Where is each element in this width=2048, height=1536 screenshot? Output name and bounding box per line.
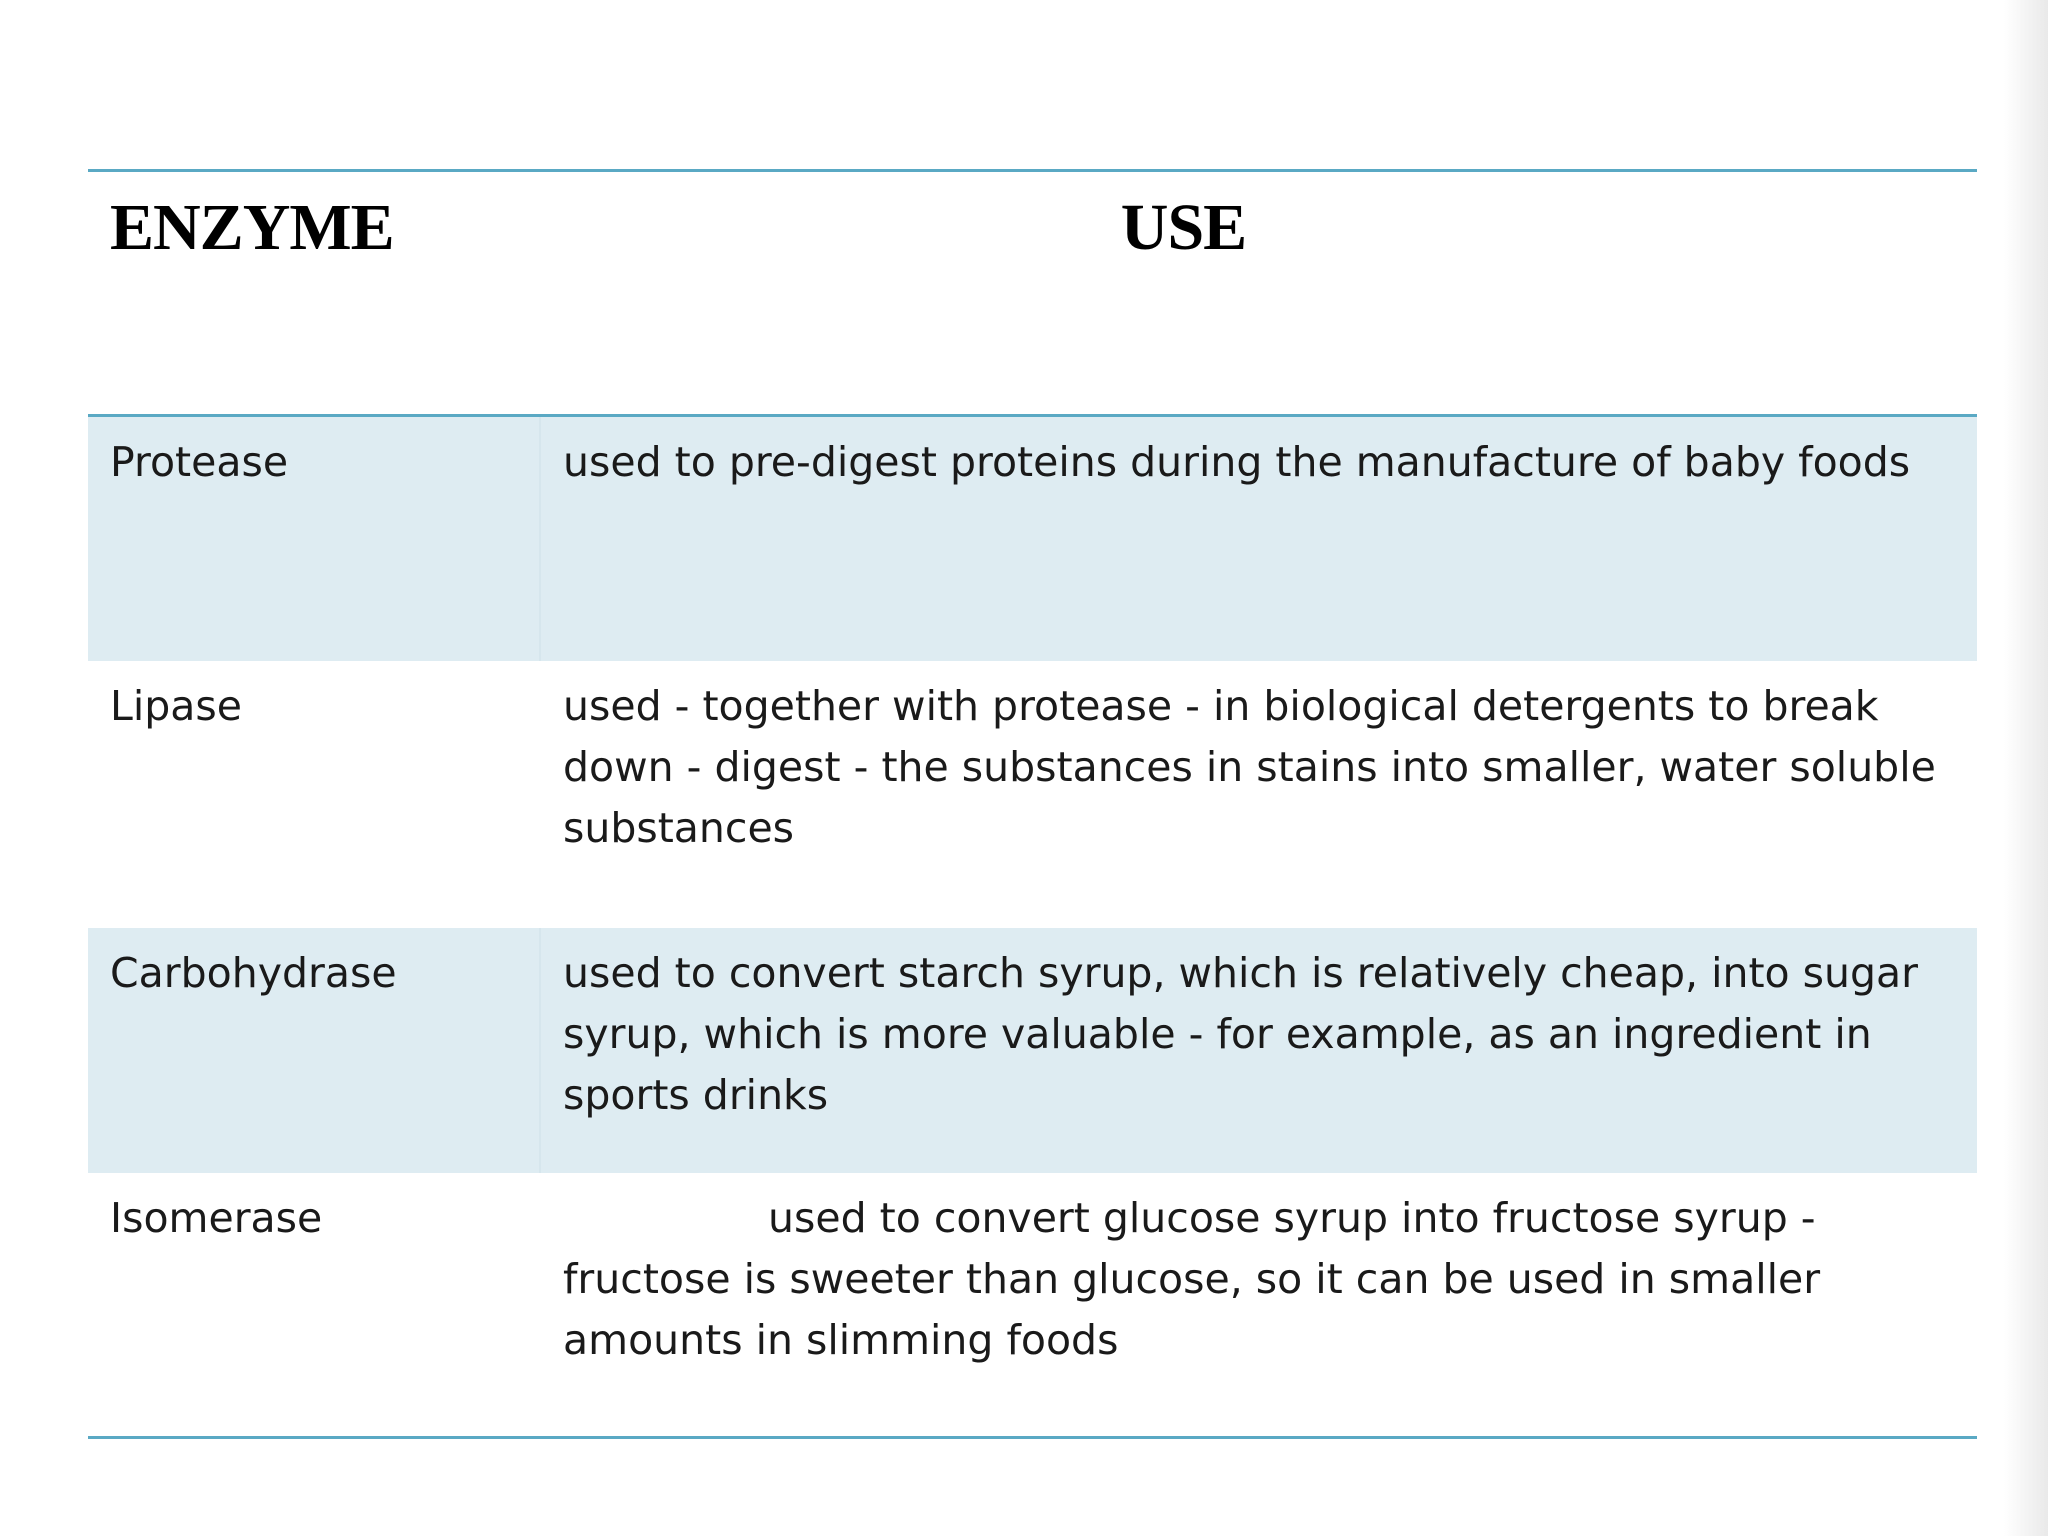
enzyme-use-cell	[540, 1173, 1977, 1438]
table-header-row	[88, 171, 1977, 416]
enzyme-use-cell: used to pre-digest proteins during the manufacture of baby foods	[540, 416, 1977, 661]
enzyme-name-cell: Isomerase	[88, 1173, 540, 1438]
enzyme-use-cell: used to convert starch syrup, which is relatively cheap, into sugar syrup, which is more valuable - for example, as an ingredient in sports drinks	[540, 928, 1977, 1173]
enzyme-use-text: used to convert glucose syrup into fructose syrup - fructose is sweeter than glucose, so it can be used in smaller amounts in slimming foods	[563, 1193, 1821, 1364]
header-use: USE	[1120, 191, 1247, 264]
table-row	[88, 1173, 1977, 1438]
enzyme-use-cell: used - together with protease - in biological detergents to break down - digest - the substances in stains into smaller, water soluble substances	[563, 681, 1936, 852]
table-row	[88, 416, 1977, 661]
table-row	[88, 661, 1977, 928]
enzyme-name-cell: Carbohydrase	[88, 928, 540, 1173]
enzyme-name-cell: Lipase	[88, 661, 540, 928]
table-row	[88, 928, 1977, 1173]
slide-edge-shadow	[2004, 0, 2048, 1536]
header-enzyme: ENZYME	[110, 191, 394, 264]
enzyme-name-cell: Protease	[88, 416, 540, 661]
enzyme-use-table	[88, 169, 1977, 1439]
